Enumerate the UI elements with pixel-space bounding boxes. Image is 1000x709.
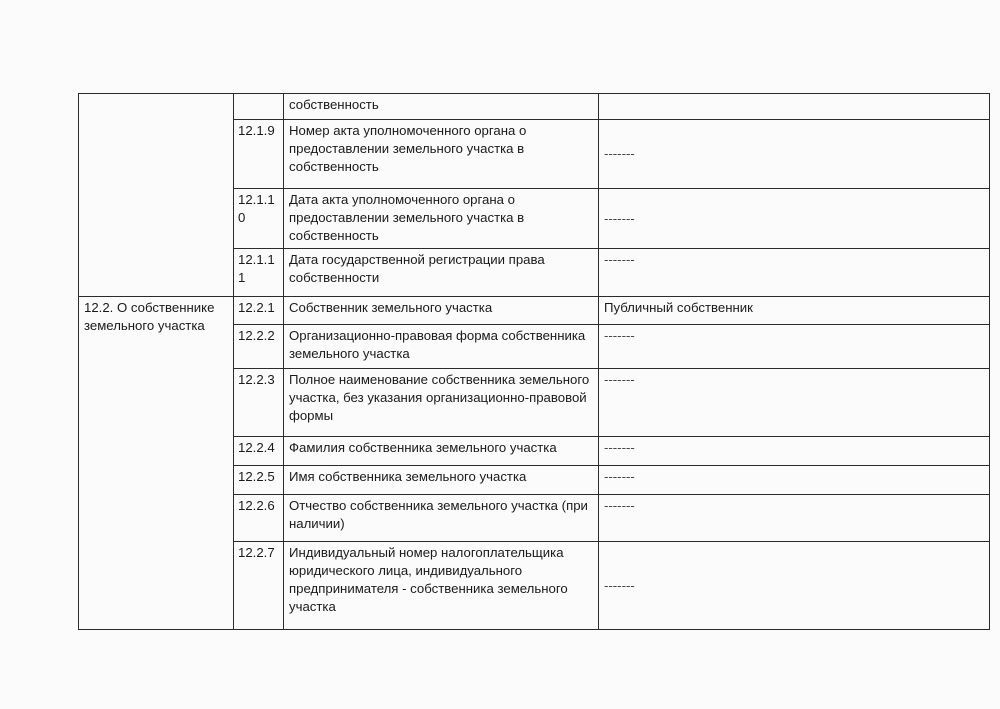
row-number: 12.1.11 bbox=[234, 249, 284, 297]
row-description: Дата акта уполномоченного органа о предоставлении земельного участка в собственность bbox=[284, 189, 599, 249]
row-number: 12.1.10 bbox=[234, 189, 284, 249]
row-value: ------- bbox=[599, 495, 990, 542]
row-value: ------- bbox=[599, 542, 990, 630]
row-description: Собственник земельного участка bbox=[284, 297, 599, 325]
row-number: 12.2.5 bbox=[234, 466, 284, 495]
row-description: собственность bbox=[284, 94, 599, 120]
row-number: 12.2.3 bbox=[234, 369, 284, 437]
row-number bbox=[234, 94, 284, 120]
row-number: 12.2.1 bbox=[234, 297, 284, 325]
row-description: Организационно-правовая форма собственника земельного участка bbox=[284, 325, 599, 369]
data-table bbox=[78, 93, 990, 630]
row-value: ------- bbox=[599, 249, 990, 297]
row-value: ------- bbox=[599, 466, 990, 495]
row-number: 12.1.9 bbox=[234, 120, 284, 189]
row-description: Фамилия собственника земельного участка bbox=[284, 437, 599, 466]
row-value: ------- bbox=[599, 120, 990, 189]
row-value: ------- bbox=[599, 437, 990, 466]
row-description: Номер акта уполномоченного органа о предоставлении земельного участка в собственность bbox=[284, 120, 599, 189]
row-description: Имя собственника земельного участка bbox=[284, 466, 599, 495]
table-row bbox=[79, 297, 990, 325]
row-description: Дата государственной регистрации права собственности bbox=[284, 249, 599, 297]
row-value: Публичный собственник bbox=[599, 297, 990, 325]
table-row bbox=[79, 94, 990, 120]
row-value: ------- bbox=[599, 369, 990, 437]
row-number: 12.2.7 bbox=[234, 542, 284, 630]
row-number: 12.2.4 bbox=[234, 437, 284, 466]
row-value: ------- bbox=[599, 189, 990, 249]
row-description: Полное наименование собственника земельного участка, без указания организационно-правовой формы bbox=[284, 369, 599, 437]
row-description: Отчество собственника земельного участка (при наличии) bbox=[284, 495, 599, 542]
section-cell bbox=[79, 94, 234, 297]
row-description: Индивидуальный номер налогоплательщика юридического лица, индивидуального предпринимателя - собственника земельного участка bbox=[284, 542, 599, 630]
row-value bbox=[599, 94, 990, 120]
row-number: 12.2.6 bbox=[234, 495, 284, 542]
row-number: 12.2.2 bbox=[234, 325, 284, 369]
row-value: ------- bbox=[599, 325, 990, 369]
section-cell: 12.2. О собственнике земельного участка bbox=[79, 297, 234, 630]
